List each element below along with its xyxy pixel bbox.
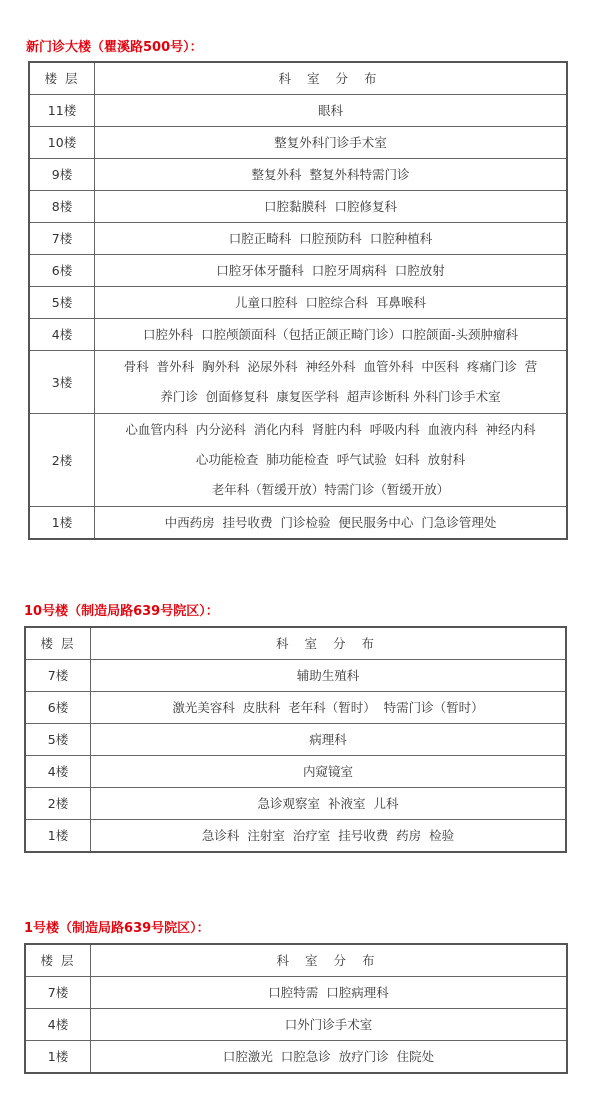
department-line: 激光美容科 皮肤科 老年科（暂时） 特需门诊（暂时） — [172, 700, 484, 715]
floor-cell: 7楼 — [25, 977, 91, 1009]
departments-cell — [95, 287, 568, 319]
table-row — [25, 692, 566, 724]
table-row — [25, 788, 566, 820]
floor-cell: 6楼 — [29, 255, 95, 287]
departments-cell — [91, 820, 567, 853]
table-row — [29, 191, 567, 223]
departments-cell — [95, 223, 568, 255]
floor-directory-table — [24, 626, 567, 853]
header-departments: 科 室 分 布 — [95, 62, 568, 95]
table-row — [25, 660, 566, 692]
department-line: 急诊观察室 补液室 儿科 — [257, 796, 399, 811]
table-row — [29, 507, 567, 540]
department-line: 老年科（暂缓开放）特需门诊（暂缓开放） — [211, 482, 450, 497]
department-line: 中西药房 挂号收费 门诊检验 便民服务中心 门急诊管理处 — [164, 515, 497, 530]
table-row — [25, 820, 566, 853]
table-row — [25, 1009, 567, 1041]
department-line: 急诊科 注射室 治疗室 挂号收费 药房 检验 — [201, 828, 455, 843]
floor-directory-table — [24, 943, 568, 1074]
floor-cell: 4楼 — [25, 1009, 91, 1041]
department-line: 整复外科门诊手术室 — [274, 135, 387, 150]
department-line: 心功能检查 肺功能检查 呼气试验 妇科 放射科 — [195, 452, 466, 467]
table-header — [25, 627, 566, 660]
floor-cell: 3楼 — [29, 351, 95, 414]
floor-cell: 6楼 — [25, 692, 91, 724]
table-row — [25, 724, 566, 756]
departments-cell — [91, 660, 567, 692]
floor-cell: 5楼 — [25, 724, 91, 756]
departments-cell — [91, 724, 567, 756]
department-line: 口腔正畸科 口腔预防科 口腔种植科 — [228, 231, 433, 246]
departments-cell — [95, 255, 568, 287]
floor-cell: 1楼 — [25, 1041, 91, 1074]
departments-cell — [95, 507, 568, 540]
department-line: 口腔激光 口腔急诊 放疗门诊 住院处 — [222, 1049, 435, 1064]
department-line: 心血管内科 内分泌科 消化内科 肾脏内科 呼吸内科 血液内科 神经内科 — [125, 422, 536, 437]
departments-cell — [95, 127, 568, 159]
departments-cell — [95, 319, 568, 351]
department-line: 辅助生殖科 — [296, 668, 360, 683]
section-title: 新门诊大楼（瞿溪路500号）： — [26, 40, 203, 55]
floor-directory-table — [28, 61, 568, 540]
table-header — [29, 62, 567, 95]
header-departments: 科 室 分 布 — [91, 627, 567, 660]
section-title: 10号楼（制造局路639号院区）： — [24, 604, 219, 619]
floor-cell: 2楼 — [29, 414, 95, 507]
floor-cell: 4楼 — [25, 756, 91, 788]
departments-cell — [91, 692, 567, 724]
department-line: 整复外科 整复外科特需门诊 — [251, 167, 410, 182]
floor-cell: 2楼 — [25, 788, 91, 820]
table-header — [25, 944, 567, 977]
department-line: 眼科 — [317, 103, 343, 118]
header-floor: 楼 层 — [25, 944, 91, 977]
table-row — [29, 351, 567, 414]
departments-cell — [95, 191, 568, 223]
section-title: 1号楼（制造局路639号院区）： — [24, 921, 210, 936]
table-row — [29, 127, 567, 159]
department-line: 养门诊 创面修复科 康复医学科 超声诊断科 外科门诊手术室 — [160, 389, 501, 404]
departments-cell — [91, 756, 567, 788]
department-line: 口腔外科 口腔颅颌面科（包括正颌正畸门诊）口腔颌面-头颈肿瘤科 — [143, 327, 518, 342]
floor-cell: 1楼 — [29, 507, 95, 540]
floor-cell: 7楼 — [25, 660, 91, 692]
floor-cell: 5楼 — [29, 287, 95, 319]
table-row — [25, 756, 566, 788]
departments-cell — [91, 1041, 568, 1074]
department-line: 口腔黏膜科 口腔修复科 — [264, 199, 397, 214]
departments-cell — [95, 351, 568, 414]
floor-cell: 8楼 — [29, 191, 95, 223]
department-line: 口腔特需 口腔病理科 — [268, 985, 389, 1000]
department-line: 内窥镜室 — [302, 764, 353, 779]
departments-cell — [95, 95, 568, 127]
departments-cell — [91, 977, 568, 1009]
floor-cell: 7楼 — [29, 223, 95, 255]
department-line: 病理科 — [309, 732, 347, 747]
departments-cell — [91, 1009, 568, 1041]
table-row — [25, 1041, 567, 1074]
table-row — [29, 255, 567, 287]
floor-cell: 9楼 — [29, 159, 95, 191]
floor-cell: 1楼 — [25, 820, 91, 853]
table-row — [29, 159, 567, 191]
table-row — [29, 223, 567, 255]
header-floor: 楼 层 — [29, 62, 95, 95]
department-line: 口腔牙体牙髓科 口腔牙周病科 口腔放射 — [216, 263, 445, 278]
table-row — [25, 977, 567, 1009]
departments-cell — [95, 159, 568, 191]
table-row — [29, 95, 567, 127]
header-departments: 科 室 分 布 — [91, 944, 568, 977]
departments-cell — [95, 414, 568, 507]
table-row — [29, 414, 567, 507]
floor-cell: 10楼 — [29, 127, 95, 159]
table-row — [29, 319, 567, 351]
department-line: 儿童口腔科 口腔综合科 耳鼻喉科 — [235, 295, 426, 310]
table-row — [29, 287, 567, 319]
department-line: 骨科 普外科 胸外科 泌尿外科 神经外科 血管外科 中医科 疼痛门诊 营 — [123, 359, 538, 374]
header-floor: 楼 层 — [25, 627, 91, 660]
floor-cell: 4楼 — [29, 319, 95, 351]
floor-cell: 11楼 — [29, 95, 95, 127]
department-line: 口外门诊手术室 — [284, 1017, 373, 1032]
departments-cell — [91, 788, 567, 820]
